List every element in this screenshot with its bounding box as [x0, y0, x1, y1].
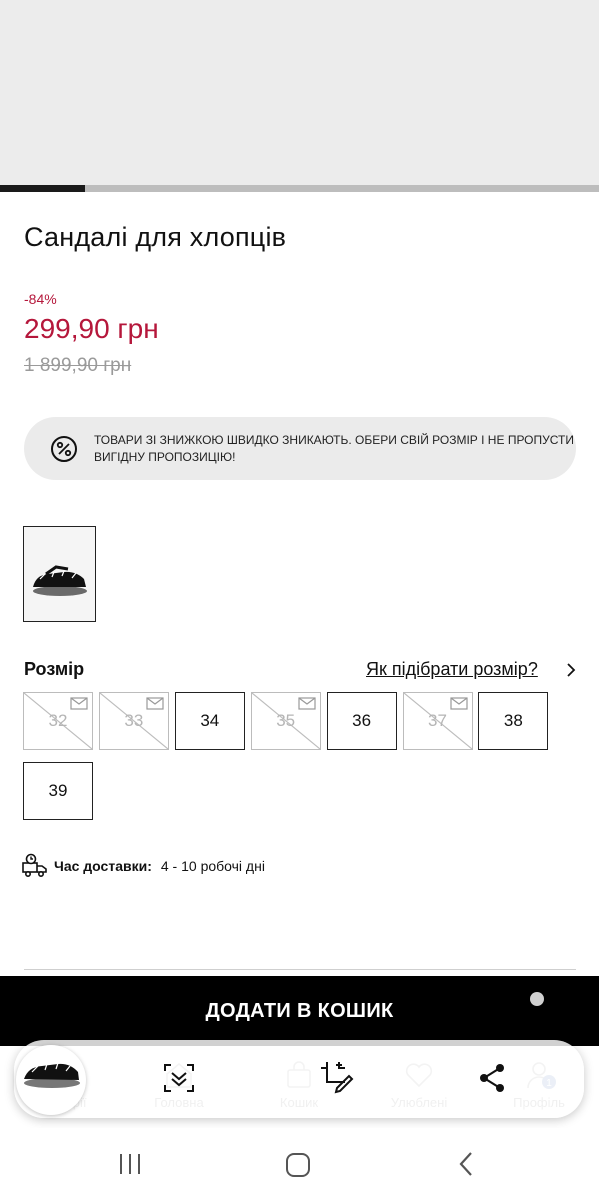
discount-badge: -84% [24, 291, 57, 307]
promo-text: ТОВАРИ ЗІ ЗНИЖКОЮ ШВИДКО ЗНИКАЮТЬ. ОБЕРИ СВІЙ РОЗМІР І НЕ ПРОПУСТИ ВИГІДНУ ПРОПОЗИЦІЮ! [94, 432, 574, 464]
divider [24, 969, 576, 970]
size-value: 36 [352, 711, 372, 730]
size-option-36[interactable] [327, 692, 397, 750]
size-option-32[interactable] [23, 692, 93, 750]
delivery-value: 4 - 10 робочі дні [160, 858, 265, 874]
size-value: 32 [48, 711, 68, 730]
edit-crop-icon[interactable] [318, 1058, 354, 1094]
current-price: 299,90 грн [24, 313, 159, 344]
share-icon[interactable] [474, 1060, 510, 1096]
promo-banner [24, 417, 576, 480]
size-option-34[interactable] [175, 692, 245, 750]
add-to-cart-button[interactable] [0, 976, 599, 1046]
product-thumbnail[interactable] [23, 526, 96, 622]
mail-icon[interactable] [298, 697, 316, 710]
sandal-preview-image [16, 1045, 86, 1115]
size-option-39[interactable] [23, 762, 93, 820]
sandal-image [24, 527, 94, 620]
scan-capture-icon[interactable] [161, 1060, 197, 1096]
size-value: 39 [48, 781, 68, 800]
size-guide-link[interactable]: Як підібрати розмір? [366, 659, 538, 679]
delivery-truck-icon [22, 853, 48, 879]
size-option-35[interactable] [251, 692, 321, 750]
add-to-cart-label: ДОДАТИ В КОШИК [205, 999, 394, 1022]
chevron-right-icon[interactable] [563, 660, 579, 680]
gallery-progress-fill [0, 185, 85, 192]
size-value: 38 [503, 711, 523, 730]
gallery-progress [0, 185, 599, 192]
size-label: Розмір [24, 659, 85, 679]
product-title: Сандалі для хлопців [24, 222, 287, 252]
size-value: 37 [428, 711, 447, 730]
size-option-38[interactable] [478, 692, 548, 750]
system-navigation-bar [0, 1128, 599, 1200]
mail-icon[interactable] [70, 697, 88, 710]
product-image-gallery[interactable] [0, 0, 599, 186]
close-dot-icon[interactable] [530, 992, 544, 1006]
size-value: 33 [124, 711, 144, 730]
old-price: 1 899,90 грн [24, 355, 132, 376]
screenshot-preview[interactable] [16, 1045, 86, 1115]
size-option-37[interactable] [403, 692, 473, 750]
size-option-33[interactable] [99, 692, 169, 750]
delivery-label: Час доставки: [54, 858, 152, 874]
size-value: 34 [200, 711, 220, 730]
home-button-icon[interactable] [285, 1152, 311, 1178]
mail-icon[interactable] [146, 697, 164, 710]
percent-icon [50, 435, 78, 463]
delivery-info [22, 853, 265, 879]
recent-apps-icon[interactable] [116, 1152, 144, 1176]
back-icon[interactable] [456, 1151, 476, 1177]
mail-icon[interactable] [450, 697, 468, 710]
size-value: 35 [276, 711, 296, 730]
